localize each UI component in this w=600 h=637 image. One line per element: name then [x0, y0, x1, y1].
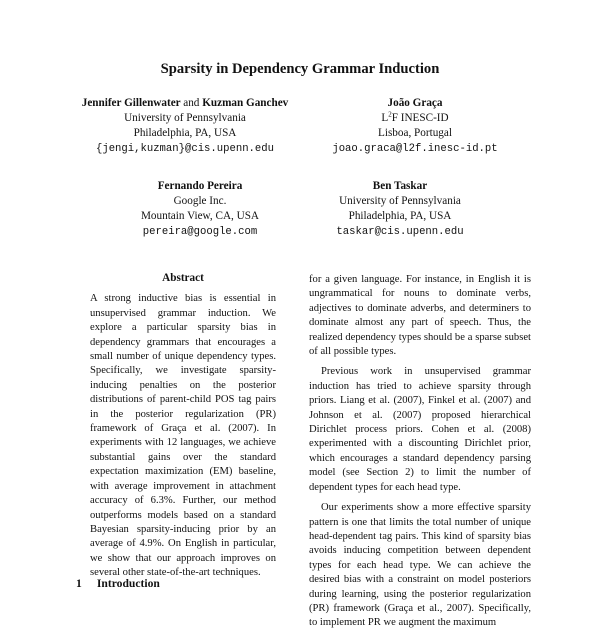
paper-title: Sparsity in Dependency Grammar Induction	[160, 61, 440, 77]
author-email-taskar: taskar@cis.upenn.edu	[336, 225, 464, 238]
section-number: 1	[76, 577, 82, 590]
author-affiliation-graca	[300, 111, 530, 126]
author-affiliation-taskar: University of Pennsylvania	[339, 195, 461, 208]
author-location: Philadelphia, PA, USA	[133, 127, 237, 140]
author-block-gillenwater-ganchev	[60, 96, 310, 157]
abstract-text: A strong inductive bias is essential in unsupervised grammar induction. We explore a particular sparsity bias in dependency grammars that encourages a small number of unique dependency types. Specifically, we investigate sparsity-inducing penalties on the posterior distributions of parent-child POS tag pairs in the posterior regularization (PR) framework of Graça et al. (2007). In experiments with 12 languages, we achieve substantial gains over the standard expectation maximization (EM) baseline, with average improvement in attachment accuracy of 6.3%. Further, our method outperforms models based on a standard Bayesian sparsity-inducing prior by an average of 4.9%. On English in particular, we show that our approach improves on several other state-of-the-art techniques.	[90, 293, 276, 579]
author-email-graca: joao.graca@l2f.inesc-id.pt	[332, 142, 498, 155]
affiliation-suffix: F INESC-ID	[391, 112, 449, 125]
author-name-ganchev: Kuzman Ganchev	[202, 97, 289, 109]
author-location-pereira: Mountain View, CA, USA	[140, 210, 260, 223]
abstract-column	[90, 271, 276, 587]
author-location-graca: Lisboa, Portugal	[378, 127, 452, 140]
abstract-heading: Abstract	[162, 272, 204, 284]
author-names-line	[60, 96, 310, 111]
affiliation-prefix: L	[381, 112, 389, 125]
section-heading-introduction	[76, 577, 160, 590]
paragraph-3: Our experiments show a more effective sparsity pattern is one that limits the total number of unique head-dependent tag pairs. This kind of sparsity bias avoids inducing competition between dependent types for each head type. We can achieve the desired bias with a constraint on model posteriors during learning, using the posterior regularization (PR) framework (Graça et al., 2007). Specifically, to implement PR we augment the maximum	[309, 502, 531, 629]
affiliation-superscript: 2	[388, 110, 392, 119]
section-title: Introduction	[96, 577, 160, 590]
right-text-column	[309, 273, 531, 637]
author-location-taskar: Philadelphia, PA, USA	[348, 210, 452, 223]
author-name-graca: João Graça	[387, 97, 443, 109]
author-conjunction: and	[183, 97, 200, 109]
author-name-taskar: Ben Taskar	[372, 180, 428, 192]
author-block-pereira	[100, 179, 300, 240]
author-block-graca	[300, 96, 530, 157]
paragraph-2: Previous work in unsupervised grammar induction has tried to achieve sparsity through priors. Liang et al. (2007), Finkel et al. (2007) and Johnson et al. (2007) proposed hierarchical Dirichlet process priors. Cohen et al. (2008) experimented with a discounting Dirichlet prior, which encourages a standard dependency parsing model (see Section 2) to limit the number of dependent types for each head type.	[309, 366, 531, 493]
author-email-pereira: pereira@google.com	[142, 225, 258, 238]
author-name-gillenwater: Jennifer Gillenwater	[81, 97, 181, 109]
paragraph-1: for a given language. For instance, in English it is ungrammatical for nouns to dominate verbs, adjectives to dominate adverbs, and determiners to dominate almost any part of speech. Thus, the realized dependency types should be a sparse subset of all possible types.	[309, 274, 531, 358]
author-block-taskar	[300, 179, 500, 240]
author-name-pereira: Fernando Pereira	[157, 180, 243, 192]
author-affiliation: University of Pennsylvania	[124, 112, 246, 125]
author-email: {jengi,kuzman}@cis.upenn.edu	[95, 142, 274, 155]
author-affiliation-pereira: Google Inc.	[173, 195, 227, 208]
